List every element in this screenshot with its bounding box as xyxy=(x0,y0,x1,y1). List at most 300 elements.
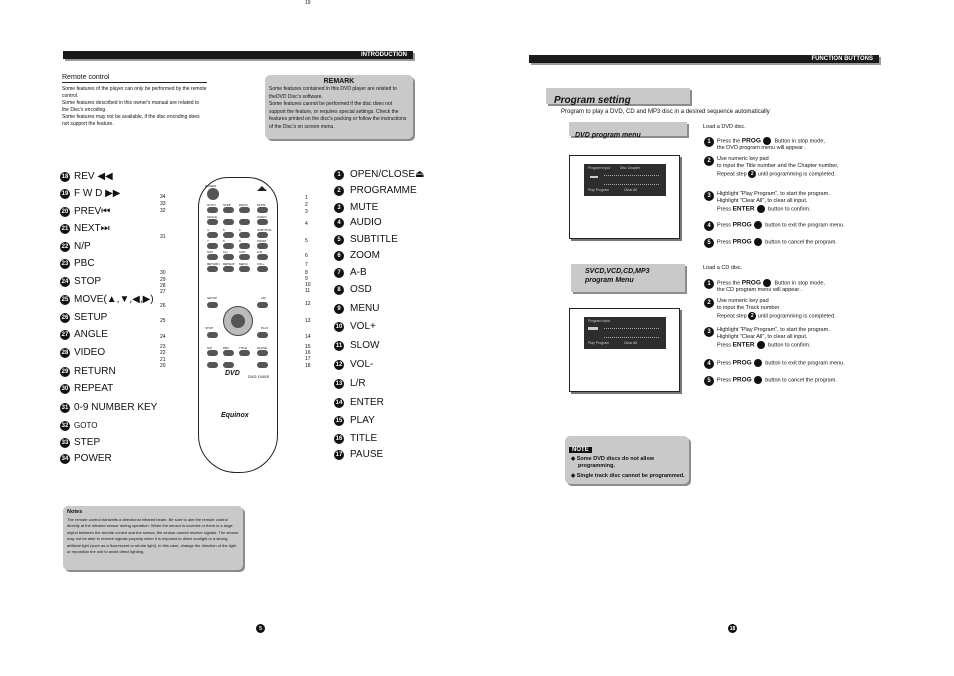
step-text: Button in stop mode, xyxy=(774,280,825,287)
remote-key xyxy=(257,219,268,225)
remote-key xyxy=(207,332,218,338)
prog-button-icon xyxy=(754,238,762,246)
program-step xyxy=(704,298,879,320)
remote-key-label: N/P xyxy=(207,346,213,350)
step-number-badge: 4 xyxy=(704,359,714,369)
label-text: PREV⏮ xyxy=(74,206,111,217)
remote-key-label: ANGLE xyxy=(207,215,218,219)
step-text: until programming is completed. xyxy=(757,171,836,178)
remote-key-label: RETURN xyxy=(207,262,220,266)
button-label xyxy=(334,267,367,279)
label-text: SLOW xyxy=(350,340,380,351)
cd-program-menu-label: SVCD,VCD,CD,MP3 program Menu xyxy=(585,268,650,284)
remote-callout-number: 5 xyxy=(305,238,308,244)
remote-key xyxy=(207,243,218,249)
prog-button-icon xyxy=(763,279,771,287)
remote-callout-number: 30 xyxy=(160,270,166,276)
remote-key-label: ZOOM xyxy=(257,239,266,243)
label-number-badge: 2 xyxy=(334,186,344,196)
notes-title: Notes xyxy=(67,509,83,515)
remote-callout-number: 4 xyxy=(305,221,308,227)
step-text: button to confirm. xyxy=(768,206,811,213)
label-number-badge: 12 xyxy=(335,362,343,368)
remote-callout-number: 26 xyxy=(160,303,166,309)
label-number-badge: 24 xyxy=(61,279,69,285)
remote-callout-number: 1 xyxy=(305,195,308,201)
remote-key xyxy=(257,207,268,213)
step-number-badge: 1 xyxy=(704,279,714,289)
program-step xyxy=(704,137,879,152)
label-number-badge: 17 xyxy=(335,452,343,458)
button-label xyxy=(334,185,417,197)
remote-key-label: PAUSE xyxy=(257,346,267,350)
step-key: PROG xyxy=(732,376,752,384)
label-number-badge: 3 xyxy=(334,203,344,213)
dvd-program-menu-label: DVD program menu xyxy=(575,132,641,139)
button-label xyxy=(334,321,376,333)
remote-key-label: 6 xyxy=(239,228,241,232)
button-label xyxy=(60,294,154,306)
label-text: NEXT⏭ xyxy=(74,223,110,234)
stop-label: STOP xyxy=(205,326,214,330)
button-label xyxy=(60,402,157,414)
notes-text: The remote control transmits a directional infrared beam. Be sure to aim the remote control directly at the infrared sensor during operation. When the sensor is covered or there is a large object between the remote control and the sensor, the sensor cannot receive signals. The sensor may not be able to receive signals properly when it is exposed to direct sunlight or a strong artificial light (such as a fluorescent or strobe light). In this case, change the direction of the light or reposition the unit to avoid direct lighting. xyxy=(67,517,239,555)
button-label xyxy=(60,188,120,200)
enter-button-icon xyxy=(757,341,765,349)
cd-load-text: Load a CD disc. xyxy=(703,265,743,271)
remote-key xyxy=(223,266,234,272)
step-text: button to cancel the program. xyxy=(765,239,837,246)
cd-screen-rows xyxy=(604,328,659,338)
remark-title: REMARK xyxy=(323,78,355,85)
button-label xyxy=(334,449,383,461)
dvd-program-menu-box xyxy=(569,122,687,139)
cd-screen-col1: Program Input xyxy=(588,319,611,323)
step-number-badge: 5 xyxy=(704,238,714,248)
cd-screen-clear: Clear All xyxy=(624,341,638,345)
step-text: the DVD program menu will appear . xyxy=(717,145,806,152)
step-text: Repeat step xyxy=(717,313,747,320)
step-key: PROG xyxy=(732,221,752,229)
remote-control-text: Some features of the player can only be performed by the remote control. Some features described in this owner's manual are related to the Disc's encoding. Some features may not be available, if the disc encoding does not support the feature. xyxy=(62,86,207,127)
button-label xyxy=(60,383,113,395)
power-label: POWER xyxy=(205,184,217,188)
remote-callout-number: 34 xyxy=(160,194,166,200)
program-step xyxy=(704,221,879,229)
remote-key xyxy=(257,243,268,249)
remote-key xyxy=(239,350,250,356)
remote-key xyxy=(207,254,218,260)
label-text: STEP xyxy=(74,437,101,448)
step-text: Use numeric key pad xyxy=(717,298,769,304)
step-text: to input the Title number and the Chapter number, xyxy=(717,163,839,169)
remote-key-label: PROG xyxy=(239,203,248,207)
left-page-number: 5 xyxy=(256,624,265,633)
program-step xyxy=(704,279,879,294)
button-label xyxy=(334,284,372,296)
step-text: the CD program menu will appear . xyxy=(717,287,803,294)
remote-key xyxy=(223,362,234,368)
label-text: VOL- xyxy=(350,359,374,370)
remote-key xyxy=(239,219,250,225)
program-step xyxy=(704,327,879,349)
enter-button xyxy=(231,314,245,328)
prog-button-icon xyxy=(754,359,762,367)
remote-key-label: VOL+ xyxy=(257,262,265,266)
step-text: Press xyxy=(717,377,732,384)
remote-callout-number: 15 xyxy=(305,344,311,350)
label-text: ANGLE xyxy=(74,329,108,340)
remote-key-label: GOTO xyxy=(207,203,216,207)
step-number-badge: 2 xyxy=(704,298,714,308)
remote-callout-number: 10 xyxy=(305,282,311,288)
cd-program-menu-box xyxy=(571,264,685,292)
label-text: L/R xyxy=(350,378,366,389)
remote-key xyxy=(223,254,234,260)
remote-callout-number: 9 xyxy=(305,276,308,282)
remote-callout-number: 22 xyxy=(160,350,166,356)
intro-header-bar: INTRODUCTION xyxy=(63,51,413,59)
button-label xyxy=(60,453,112,465)
button-label xyxy=(60,241,91,253)
label-text: ENTER xyxy=(350,397,384,408)
label-number-badge: 18 xyxy=(61,174,69,180)
label-text: REV ◀◀ xyxy=(74,171,113,182)
label-number-badge: 23 xyxy=(61,261,69,267)
step-number-badge: 4 xyxy=(704,221,714,231)
remote-key-label: PBC xyxy=(223,346,230,350)
button-label xyxy=(334,359,373,371)
program-step xyxy=(704,376,879,384)
step-text: Use numeric key pad xyxy=(717,156,769,162)
remote-callout-number: 6 xyxy=(305,253,308,259)
label-number-badge: 5 xyxy=(334,235,344,245)
model-label: DVD 1045S xyxy=(248,374,270,379)
dvd-program-screen xyxy=(569,155,680,239)
step-text: Press xyxy=(717,206,732,213)
remote-key-label: MENU xyxy=(239,262,248,266)
step-text: Press xyxy=(717,342,732,349)
button-label xyxy=(334,433,377,445)
note-box xyxy=(565,436,689,484)
label-number-badge: 32 xyxy=(61,423,69,429)
dvd-load-text: Load a DVD disc. xyxy=(703,124,746,130)
remote-key xyxy=(257,362,268,368)
dvd-screen-clear: Clear All xyxy=(624,188,638,192)
remote-callout-number: 13 xyxy=(305,318,311,324)
button-label xyxy=(334,397,384,409)
lr-label: L/R xyxy=(261,296,266,300)
step-text: button to exit the program menu. xyxy=(765,360,845,367)
step-text: Highlight "Clear All", to clear all input. xyxy=(717,334,808,340)
button-label xyxy=(334,234,398,246)
remark-text: Some features contained in this DVD player are related to theDVD Disc's software. Some features cannot be performed if the disc does not support the feature, or requires special settings. Check the features printed on the disc's packing or follow the instructions of the Disc's on screen menu. xyxy=(269,86,407,130)
remote-key-label: 9 xyxy=(239,239,241,243)
remote-key-label: 4 xyxy=(207,228,209,232)
eject-icon xyxy=(257,186,267,191)
label-number-badge: 1 xyxy=(334,170,344,180)
remote-key xyxy=(207,302,218,308)
remote-callout-number: 23 xyxy=(160,344,166,350)
button-label xyxy=(60,223,110,235)
label-text: POWER xyxy=(74,453,112,464)
remote-key-label: 5 xyxy=(223,228,225,232)
label-text: A-B xyxy=(350,267,367,278)
program-step xyxy=(704,156,879,178)
step-number-badge: 1 xyxy=(704,137,714,147)
step-text: button to exit the program menu. xyxy=(765,222,845,229)
dvd-screen-play: Play Program xyxy=(588,188,610,192)
remote-callout-number: 25 xyxy=(160,318,166,324)
remote-key-label: 8 xyxy=(223,239,225,243)
cd-screen-highlight xyxy=(588,327,598,330)
step-text: Press xyxy=(717,360,732,367)
remark-box xyxy=(265,75,413,139)
notes-box xyxy=(63,506,243,570)
cd-program-screen xyxy=(569,308,680,392)
play-label: PLAY xyxy=(261,326,269,330)
button-label xyxy=(334,415,375,427)
remote-callout-number: 24 xyxy=(160,334,166,340)
button-label xyxy=(60,347,105,359)
program-step xyxy=(704,359,879,367)
dvd-screen-col1: Program Input xyxy=(588,166,611,170)
label-number-badge: 30 xyxy=(61,386,69,392)
label-number-badge: 29 xyxy=(61,369,69,375)
remote-callout-number: 20 xyxy=(160,363,166,369)
label-text: F W D ▶▶ xyxy=(74,188,121,199)
remote-callout-number: 3 xyxy=(305,209,308,215)
button-label xyxy=(334,169,424,181)
label-text: SETUP xyxy=(74,312,108,323)
label-number-badge: 19 xyxy=(61,191,69,197)
remote-key xyxy=(207,362,218,368)
remote-callout-number: 2 xyxy=(305,202,308,208)
dvd-logo: DVD xyxy=(225,370,240,377)
label-number-badge: 11 xyxy=(335,343,343,349)
label-number-badge: 13 xyxy=(335,381,343,387)
label-text: OPEN/CLOSE⏏ xyxy=(350,169,425,180)
button-label xyxy=(334,217,382,229)
label-number-badge: 33 xyxy=(61,440,69,446)
program-step xyxy=(704,238,879,246)
label-number-badge: 27 xyxy=(61,332,69,338)
step-text: button to cancel the program. xyxy=(765,377,837,384)
step-key: PROG xyxy=(732,359,752,367)
step-text: until programming is completed. xyxy=(757,313,836,320)
label-number-badge: 10 xyxy=(335,324,343,330)
label-number-badge: 7 xyxy=(334,268,344,278)
remote-control-title: Remote control xyxy=(62,74,207,83)
enter-button-icon xyxy=(757,205,765,213)
remote-key xyxy=(257,350,268,356)
button-label xyxy=(60,420,97,432)
remote-key xyxy=(207,207,218,213)
step-text: button to confirm. xyxy=(768,342,811,349)
label-number-badge: 15 xyxy=(335,418,343,424)
label-text: TITLE xyxy=(350,433,378,444)
label-number-badge: 4 xyxy=(334,218,344,228)
label-text: AUDIO xyxy=(350,217,382,228)
label-number-badge: 16 xyxy=(335,436,343,442)
step-number-badge: 3 xyxy=(704,191,714,201)
label-text: ZOOM xyxy=(350,250,380,261)
label-text: PBC xyxy=(74,258,95,269)
button-label xyxy=(60,206,110,218)
label-text: GOTO xyxy=(74,421,98,430)
remote-callout-number: 16 xyxy=(305,350,311,356)
remote-key xyxy=(207,232,218,238)
power-button xyxy=(207,188,219,200)
remote-key xyxy=(239,207,250,213)
program-setting-title: Program setting xyxy=(554,95,631,106)
dvd-screen-highlight xyxy=(590,176,598,178)
remote-key-label: AUDIO xyxy=(257,215,267,219)
remote-key-label: TITLE xyxy=(239,346,248,350)
label-text: PAUSE xyxy=(350,449,384,460)
remote-callout-number: 18 xyxy=(305,363,311,369)
remote-callout-number: 27 xyxy=(160,289,166,295)
button-label xyxy=(60,329,108,341)
step-text: Button in stop mode, xyxy=(774,138,825,145)
label-number-badge: 34 xyxy=(61,456,69,462)
step-text: Press xyxy=(717,222,732,229)
remote-callout-number: 19 xyxy=(305,0,311,6)
note-item: ◆ Some DVD discs do not allow programming. xyxy=(571,456,655,469)
label-number-badge: 25 xyxy=(61,297,69,303)
label-text: REPEAT xyxy=(74,383,114,394)
label-number-badge: 8 xyxy=(334,285,344,295)
remote-key xyxy=(207,219,218,225)
button-label xyxy=(334,250,380,262)
right-page-number: 18 xyxy=(729,625,736,632)
remote-key xyxy=(239,232,250,238)
remote-key-label: SUBTITLE xyxy=(257,228,272,232)
step-text: Highlight "Play Program", to start the program. xyxy=(717,191,830,197)
label-number-badge: 20 xyxy=(61,209,69,215)
brand-logo: Equinox xyxy=(221,412,249,419)
remote-callout-number: 29 xyxy=(160,277,166,283)
remote-key xyxy=(207,350,218,356)
label-text: RETURN xyxy=(74,366,116,377)
label-number-badge: 14 xyxy=(335,400,343,406)
step-ref-badge: 2 xyxy=(748,170,756,178)
button-label xyxy=(60,171,113,183)
remote-callout-number: 12 xyxy=(305,301,311,307)
remote-key xyxy=(223,232,234,238)
prog-button-icon xyxy=(763,137,771,145)
remote-key xyxy=(257,232,268,238)
label-text: VIDEO xyxy=(74,347,106,358)
remote-key xyxy=(257,254,268,260)
label-text: 0-9 NUMBER KEY xyxy=(74,402,158,413)
step-text: Press the xyxy=(717,138,741,145)
remote-callout-number: 21 xyxy=(160,357,166,363)
button-label xyxy=(60,258,95,270)
remote-key-label: STEP xyxy=(223,203,231,207)
remote-key xyxy=(239,243,250,249)
label-text: VOL+ xyxy=(350,321,376,332)
remote-callout-number: 31 xyxy=(160,234,166,240)
program-step xyxy=(704,191,879,213)
remote-key xyxy=(207,266,218,272)
remote-key xyxy=(223,207,234,213)
function-buttons-header-bar: FUNCTION BUTTONS xyxy=(529,55,879,63)
note-title: NOTE xyxy=(569,447,592,453)
remote-key-label: OSD xyxy=(239,250,246,254)
remote-key xyxy=(257,332,268,338)
remote-illustration xyxy=(198,177,278,473)
remote-key xyxy=(223,350,234,356)
remote-key xyxy=(257,266,268,272)
dvd-screen-col2: Disc Chapter xyxy=(620,166,641,170)
remote-key xyxy=(239,254,250,260)
prog-button-icon xyxy=(754,221,762,229)
step-text: Highlight "Play Program", to start the program. xyxy=(717,327,830,333)
remote-key-label: 10+ xyxy=(223,250,229,254)
label-text: PLAY xyxy=(350,415,375,426)
step-text: Press the xyxy=(717,280,741,287)
note-item: ◆ Single track disc cannot be programmed. xyxy=(571,473,685,479)
remote-callout-number: 7 xyxy=(305,262,308,268)
remote-callout-number: 8 xyxy=(305,270,308,276)
label-number-badge: 6 xyxy=(334,251,344,261)
button-label xyxy=(60,437,100,449)
remote-key xyxy=(223,243,234,249)
dvd-screen-rows xyxy=(604,175,659,185)
label-number-badge: 21 xyxy=(61,226,69,232)
remote-callout-number: 32 xyxy=(160,208,166,214)
step-text: Repeat step xyxy=(717,171,747,178)
label-number-badge: 9 xyxy=(334,304,344,314)
remote-callout-number: 14 xyxy=(305,334,311,340)
remote-key xyxy=(239,266,250,272)
step-text: Press xyxy=(717,239,732,246)
step-number-badge: 2 xyxy=(704,156,714,166)
step-key: ENTER xyxy=(732,205,755,213)
remote-callout-number: 33 xyxy=(160,201,166,207)
step-key: PROG xyxy=(732,238,752,246)
remote-callout-number: 17 xyxy=(305,356,311,362)
label-number-badge: 28 xyxy=(61,350,69,356)
label-text: PROGRAMME xyxy=(350,185,417,196)
button-label xyxy=(60,366,116,378)
label-number-badge: 26 xyxy=(61,315,69,321)
program-intro: Program to play a DVD, CD and MP3 disc in a desired sequence automatically xyxy=(561,109,770,115)
label-text: MENU xyxy=(350,303,380,314)
step-text: Highlight "Clear All", to clear all input. xyxy=(717,198,808,204)
remote-key-label: 7 xyxy=(207,239,209,243)
label-text: MOVE(▲,▼,◀,▶) xyxy=(74,294,154,305)
remote-key-label: A-B xyxy=(257,250,263,254)
label-text: STOP xyxy=(74,276,102,287)
button-label xyxy=(334,340,379,352)
program-setting-title-box xyxy=(546,88,690,104)
label-text: MUTE xyxy=(350,202,379,213)
button-label xyxy=(334,378,366,390)
step-number-badge: 3 xyxy=(704,327,714,337)
step-number-badge: 5 xyxy=(704,376,714,386)
label-number-badge: 22 xyxy=(61,244,69,250)
step-key: PROG xyxy=(741,137,761,145)
remote-key xyxy=(223,219,234,225)
remote-key-label: MUTE xyxy=(257,203,266,207)
label-text: N/P xyxy=(74,241,91,252)
remote-key-label: 0/10 xyxy=(207,250,213,254)
step-key: ENTER xyxy=(732,341,755,349)
button-label xyxy=(60,312,107,324)
cd-screen-play: Play Program xyxy=(588,341,610,345)
